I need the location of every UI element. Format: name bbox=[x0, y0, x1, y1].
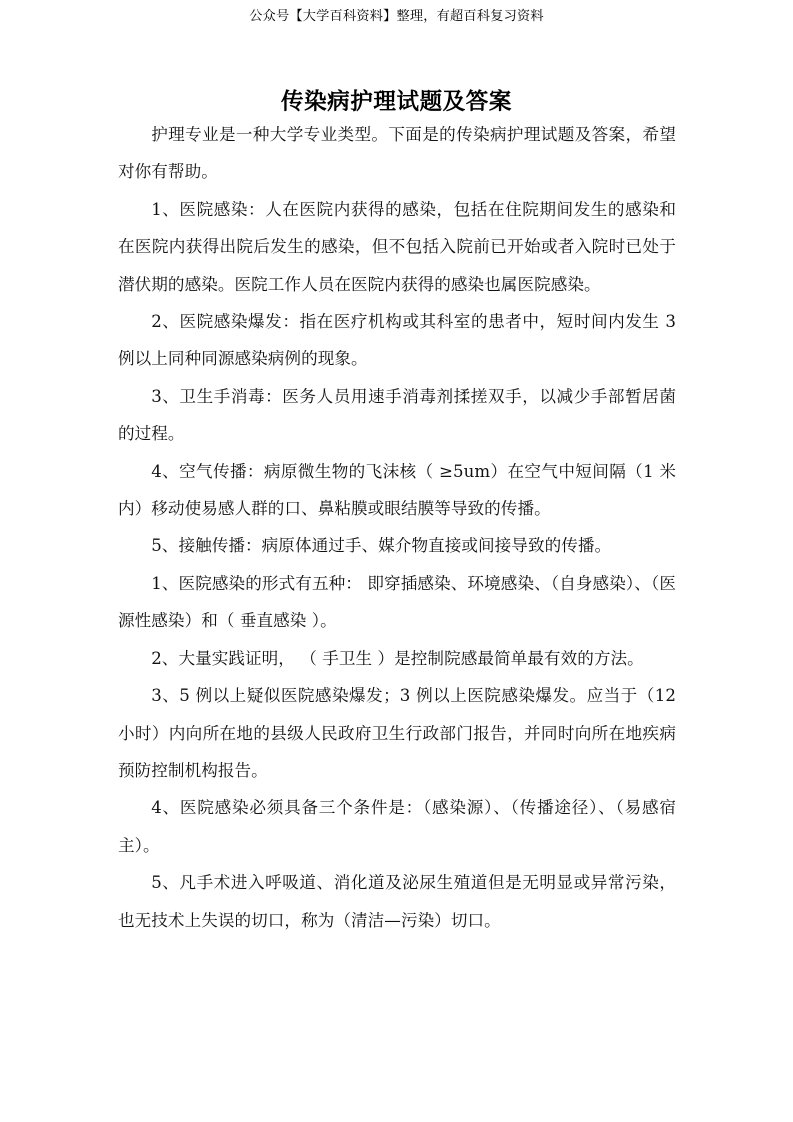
paragraph-fill-3: 3、5 例以上疑似医院感染爆发；3 例以上医院感染爆发。应当于（12 小时）内向所在地的县级人民政府卫生行政部门报告，并同时向所在地疾病预防控制机构报告。 bbox=[118, 686, 676, 780]
page-header-text: 公众号【大学百科资料】整理，有超百科复习资料 bbox=[249, 9, 544, 24]
document-body bbox=[118, 116, 676, 939]
paragraph-term-4: 4、空气传播：病原微生物的飞沫核（ ≥5um）在空气中短间隔（1 米内）移动使易感人群的口、鼻粘膜或眼结膜等导致的传播。 bbox=[118, 461, 676, 519]
page-title: 传染病护理试题及答案 bbox=[280, 89, 512, 116]
paragraph-term-2: 2、医院感染爆发：指在医疗机构或其科室的患者中，短时间内发生 3 例以上同种同源感染病例的现象。 bbox=[118, 312, 676, 369]
paragraph-term-3: 3、卫生手消毒：医务人员用速手消毒剂揉搓双手，以减少手部暂居菌的过程。 bbox=[118, 386, 676, 444]
paragraph-fill-5: 5、凡手术进入呼吸道、消化道及泌尿生殖道但是无明显或异常污染，也无技术上失误的切口，称为（清洁—污染）切口。 bbox=[118, 873, 676, 930]
paragraph-fill-4: 4、医院感染必须具备三个条件是：（感染源）、（传播途径）、（易感宿主）。 bbox=[118, 798, 676, 855]
paragraph-term-1: 1、医院感染：人在医院内获得的感染，包括在住院期间发生的感染和在医院内获得出院后发生的感染，但不包括入院前已开始或者入院时已处于潜伏期的感染。医院工作人员在医院内获得的感染也属医院感染。 bbox=[118, 199, 676, 294]
paragraph-fill-2: 2、大量实践证明， （ 手卫生 ）是控制院感最简单最有效的方法。 bbox=[151, 648, 644, 668]
paragraph-intro: 护理专业是一种大学专业类型。下面是的传染病护理试题及答案，希望对你有帮助。 bbox=[118, 125, 676, 182]
paragraph-term-5: 5、接触传播：病原体通过手、媒介物直接或间接导致的传播。 bbox=[151, 536, 612, 556]
paragraph-fill-1: 1、医院感染的形式有五种： 即穿插感染、环境感染、（自身感染）、（医源性感染）和（ 垂直感染 ）。 bbox=[118, 573, 676, 631]
